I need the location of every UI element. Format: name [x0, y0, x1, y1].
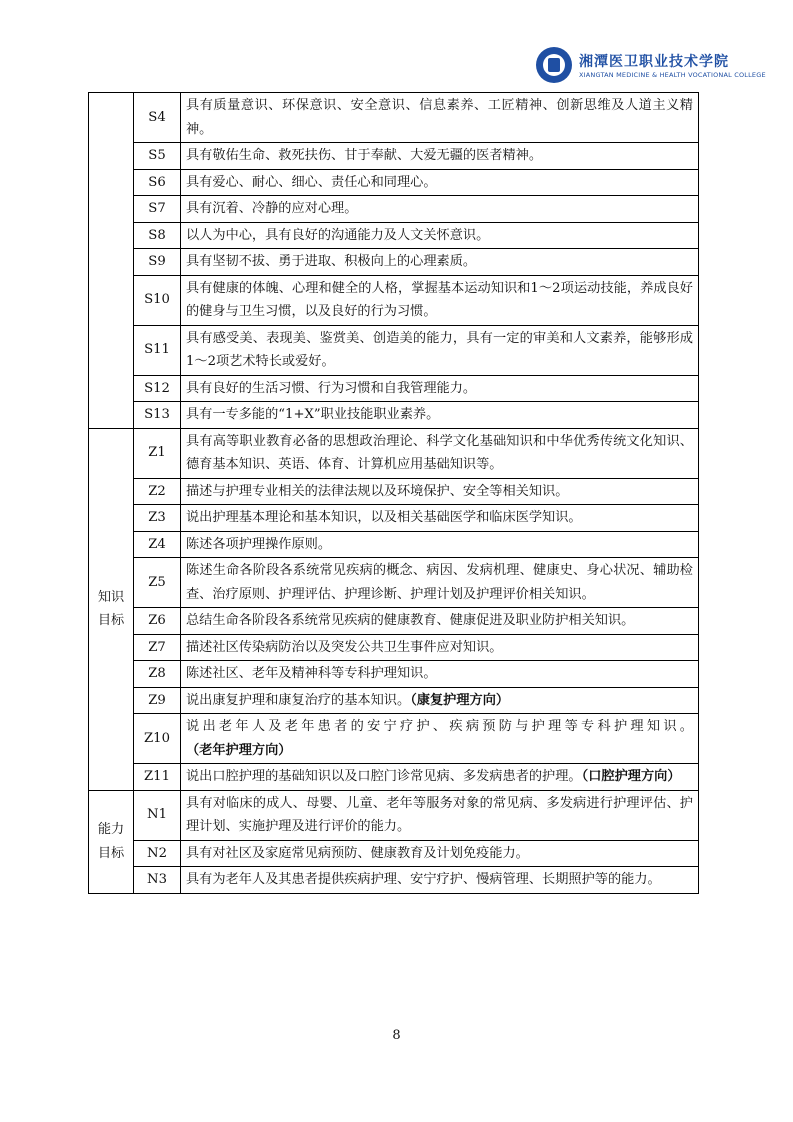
- objective-text: 总结生命各阶段各系统常见疾病的健康教育、健康促进及职业防护相关知识。: [186, 613, 635, 628]
- objective-code: N2: [134, 840, 181, 867]
- objective-description: [181, 687, 699, 714]
- objective-code: Z2: [134, 478, 181, 505]
- objective-code: S6: [134, 169, 181, 196]
- direction-note: （康复护理方向）: [410, 692, 510, 708]
- page-number: 8: [392, 1028, 401, 1043]
- table-row: [89, 714, 699, 764]
- objective-description: [181, 325, 699, 375]
- objective-description: [181, 840, 699, 867]
- objective-code: Z3: [134, 505, 181, 532]
- table-row: [89, 222, 699, 249]
- objective-code: Z7: [134, 634, 181, 661]
- objective-code: Z10: [134, 714, 181, 764]
- table-row: [89, 764, 699, 791]
- objective-text: 说出护理基本理论和基本知识，以及相关基础医学和临床医学知识。: [186, 510, 582, 525]
- objective-code: S9: [134, 249, 181, 276]
- table-row: [89, 249, 699, 276]
- objective-description: [181, 634, 699, 661]
- table-row: [89, 402, 699, 429]
- objective-code: S4: [134, 93, 181, 143]
- objective-text: 具有爱心、耐心、细心、责任心和同理心。: [186, 174, 437, 190]
- objective-text: 具有感受美、表现美、鉴赏美、创造美的能力，具有一定的审美和人文素养，能够形成1～2项艺术特长或爱好。: [186, 330, 693, 369]
- objective-description: [181, 275, 699, 325]
- objective-text: 具有对临床的成人、母婴、儿童、老年等服务对象的常见病、多发病进行护理评估、护理计划、实施护理及进行评价的能力。: [186, 795, 693, 834]
- objective-code: Z1: [134, 428, 181, 478]
- objective-description: [181, 143, 699, 170]
- school-logo-icon: [536, 47, 572, 83]
- objective-description: [181, 93, 699, 143]
- table-row: [89, 558, 699, 608]
- objective-code: S11: [134, 325, 181, 375]
- objective-text: 具有良好的生活习惯、行为习惯和自我管理能力。: [186, 380, 477, 396]
- table-row: [89, 531, 699, 558]
- table-row: [89, 661, 699, 688]
- objective-description: [181, 428, 699, 478]
- objective-text: 具有质量意识、环保意识、安全意识、信息素养、工匠精神、创新思维及人道主义精神。: [186, 98, 693, 137]
- objective-text: 具有高等职业教育必备的思想政治理论、科学文化基础知识和中华优秀传统文化知识、德育基本知识、英语、体育、计算机应用基础知识等。: [186, 433, 693, 472]
- objective-text: 具有沉着、冷静的应对心理。: [186, 201, 358, 216]
- objective-code: S10: [134, 275, 181, 325]
- objective-text: 具有健康的体魄、心理和健全的人格，掌握基本运动知识和1～2项运动技能，养成良好的健身与卫生习惯，以及良好的行为习惯。: [186, 280, 693, 319]
- objective-description: [181, 714, 699, 764]
- objective-text: 具有对社区及家庭常见病预防、健康教育及计划免疫能力。: [186, 845, 529, 861]
- objective-description: [181, 608, 699, 635]
- table-row: [89, 325, 699, 375]
- objective-text: 具有一专多能的“1+X”职业技能职业素养。: [186, 407, 440, 422]
- table-row: [89, 169, 699, 196]
- objective-code: Z6: [134, 608, 181, 635]
- direction-note: （口腔护理方向）: [581, 769, 681, 784]
- objective-description: [181, 222, 699, 249]
- objective-code: Z4: [134, 531, 181, 558]
- table-row: [89, 840, 699, 867]
- objective-code: Z8: [134, 661, 181, 688]
- objective-description: [181, 478, 699, 505]
- table-row: [89, 143, 699, 170]
- table-row: [89, 375, 699, 402]
- objective-description: [181, 375, 699, 402]
- objective-description: [181, 402, 699, 429]
- objectives-table-body: [89, 93, 699, 894]
- table-row: [89, 478, 699, 505]
- objective-code: N1: [134, 790, 181, 840]
- objective-code: S8: [134, 222, 181, 249]
- objective-description: [181, 558, 699, 608]
- objective-text: 以人为中心，具有良好的沟通能力及人文关怀意识。: [186, 227, 490, 243]
- objective-text: 具有为老年人及其患者提供疾病护理、安宁疗护、慢病管理、长期照护等的能力。: [186, 872, 661, 887]
- objective-text: 具有坚韧不拔、勇于进取、积极向上的心理素质。: [186, 254, 477, 269]
- objective-code: S7: [134, 196, 181, 223]
- objective-description: [181, 196, 699, 223]
- table-row: [89, 196, 699, 223]
- school-name-cn: 湘潭医卫职业技术学院: [579, 54, 729, 70]
- table-row: [89, 275, 699, 325]
- objective-code: S5: [134, 143, 181, 170]
- objective-text: 具有敬佑生命、救死扶伤、甘于奉献、大爱无疆的医者精神。: [186, 148, 543, 163]
- objective-text: 说出康复护理和康复治疗的基本知识。: [186, 692, 411, 708]
- objective-text: 说出老年人及老年患者的安宁疗护、疾病预防与护理等专科护理知识。: [186, 719, 693, 734]
- objective-description: [181, 661, 699, 688]
- table-row: [89, 687, 699, 714]
- objective-code: N3: [134, 867, 181, 894]
- objective-description: [181, 505, 699, 532]
- objective-text: 陈述社区、老年及精神科等专科护理知识。: [186, 666, 437, 681]
- objective-code: S13: [134, 402, 181, 429]
- objective-code: Z9: [134, 687, 181, 714]
- objectives-table: [88, 92, 699, 894]
- category-cell: 知识 目标: [89, 428, 134, 790]
- direction-note: （老年护理方向）: [186, 742, 292, 758]
- objective-description: [181, 169, 699, 196]
- table-row: [89, 608, 699, 635]
- table-row: [89, 93, 699, 143]
- objective-description: [181, 790, 699, 840]
- objective-description: [181, 764, 699, 791]
- table-row: [89, 505, 699, 532]
- category-cell: [89, 93, 134, 429]
- objective-code: S12: [134, 375, 181, 402]
- objective-text: 说出口腔护理的基础知识以及口腔门诊常见病、多发病患者的护理。: [186, 769, 582, 784]
- objective-text: 描述社区传染病防治以及突发公共卫生事件应对知识。: [186, 639, 503, 655]
- objective-text: 陈述生命各阶段各系统常见疾病的概念、病因、发病机理、健康史、身心状况、辅助检查、治疗原则、护理评估、护理诊断、护理计划及护理评价相关知识。: [186, 563, 693, 602]
- objective-code: Z11: [134, 764, 181, 791]
- objective-text: 描述与护理专业相关的法律法规以及环境保护、安全等相关知识。: [186, 483, 569, 499]
- school-name-en: XIANGTAN MEDICINE & HEALTH VOCATIONAL COLLEGE: [579, 71, 766, 79]
- objective-text: 陈述各项护理操作原则。: [186, 536, 332, 552]
- table-row: [89, 867, 699, 894]
- school-header: [536, 44, 766, 88]
- table-row: [89, 790, 699, 840]
- objective-description: [181, 249, 699, 276]
- objective-code: Z5: [134, 558, 181, 608]
- table-row: [89, 634, 699, 661]
- category-cell: 能力 目标: [89, 790, 134, 893]
- objective-description: [181, 867, 699, 894]
- objective-description: [181, 531, 699, 558]
- table-row: [89, 428, 699, 478]
